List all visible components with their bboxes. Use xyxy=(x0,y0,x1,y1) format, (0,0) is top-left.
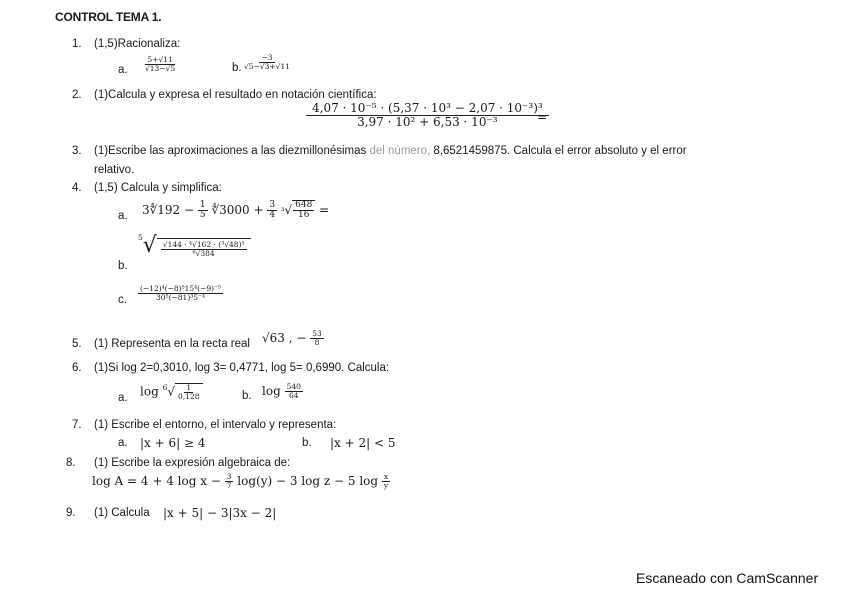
q8-frac1-den: 7 xyxy=(226,480,232,490)
q1-a-denominator: √13−√5 xyxy=(145,63,176,73)
q6-text: (1)Si log 2=0,3010, log 3= 0,4771, log 5= 0,6990. Calcula: xyxy=(94,362,390,374)
q1-text: (1,5)Racionaliza: xyxy=(94,38,181,50)
q4-a-frac2-num: 3 xyxy=(269,199,276,210)
q7-a-label: a. xyxy=(118,437,128,449)
q6-a-expression: log $^6$√ $\frac{1}{0,128}$ xyxy=(140,383,203,401)
q7-b-expression: |x + 2| < 5 xyxy=(330,436,396,450)
q4-a-frac1-num: 1 xyxy=(199,199,206,210)
q5-text: (1) Representa en la recta real xyxy=(94,338,250,350)
q3-value: 8,6521459875. xyxy=(433,145,511,157)
q1-number: 1. xyxy=(72,38,82,50)
q5-expr: √63 , − xyxy=(262,330,307,345)
q4-a-expression: 3∜192 − $\frac{1}{5}$ ∜3000 + $\frac{3}{4}$ ³√ $\frac{648}{16}$ = xyxy=(142,199,330,221)
q5-frac-den: 8 xyxy=(314,337,320,347)
q8-frac1-num: 3 xyxy=(226,472,232,481)
q6-a-label: a. xyxy=(118,392,128,404)
q8-frac2-den: y xyxy=(383,480,389,490)
q9-expression: |x + 5| − 3|3x − 2| xyxy=(163,506,277,520)
q6-b-frac-den: 64 xyxy=(288,390,299,400)
q8-expr-b: log(y) − 3 log z − 5 log xyxy=(237,473,379,488)
q8-expr-a: log A = 4 + 4 log x − xyxy=(92,473,225,488)
q1-b-fraction xyxy=(242,54,292,71)
q4-number: 4. xyxy=(72,182,82,194)
q4-a-frac2-den: 4 xyxy=(269,209,276,220)
q4-b-label: b. xyxy=(118,260,128,272)
q6-a-frac-num: 1 xyxy=(186,383,192,392)
q1-b-label: b. xyxy=(232,62,242,74)
q1-a-label: a. xyxy=(118,64,128,76)
q4-c-denominator: 30⁵(−81)³5⁻⁴ xyxy=(156,292,205,302)
q8-expression xyxy=(92,473,390,490)
q4-a-label: a. xyxy=(118,210,128,222)
q4-b-root-index: 5 xyxy=(138,233,143,242)
q4-a-root-index: ³ xyxy=(280,206,285,217)
q7-a-expression: |x + 6| ≥ 4 xyxy=(140,436,206,450)
q1-a-numerator: 5+√11 xyxy=(147,55,173,64)
q2-numerator: 4,07 · 10⁻⁵ · (5,37 · 10³ − 2,07 · 10⁻³)³ xyxy=(306,102,549,116)
q3-number: 3. xyxy=(72,145,82,157)
q2-fraction xyxy=(306,102,549,128)
q6-b-log: log xyxy=(262,383,281,398)
q6-b-frac-num: 540 xyxy=(286,382,301,391)
q4-c-fraction xyxy=(138,285,223,302)
q5-number: 5. xyxy=(72,338,82,350)
page-title: CONTROL TEMA 1. xyxy=(55,10,162,24)
q2-denominator: 3,97 · 10² + 6,53 · 10⁻³ xyxy=(357,114,498,129)
q2-text: (1)Calcula y expresa el resultado en notación científica: xyxy=(94,89,377,101)
q2-number: 2. xyxy=(72,89,82,101)
q6-a-root-index: 6 xyxy=(162,383,168,392)
q4-a-frac3-den: 16 xyxy=(298,210,310,221)
q3-text-d: relativo. xyxy=(94,164,135,176)
q8-text: (1) Escribe la expresión algebraica de: xyxy=(94,457,291,469)
q4-a-frac1-den: 5 xyxy=(199,209,206,220)
q7-b-label: b. xyxy=(302,437,312,449)
camscanner-watermark: Escaneado con CamScanner xyxy=(636,570,819,586)
q2-equals: = xyxy=(537,110,548,124)
q1-b-denominator: √5−√3+√11 xyxy=(244,61,290,71)
q4-c-label: c. xyxy=(118,294,127,306)
q3-text-c: Calcula el error absoluto y el error xyxy=(513,145,687,157)
q3-text-a: (1)Escribe las aproximaciones a las diezmillonésimas xyxy=(94,145,367,157)
q9-text: (1) Calcula xyxy=(94,507,150,519)
q4-b-numerator: √144 · ⁴√162 · (³√48)⁵ xyxy=(162,239,245,249)
q4-text: (1,5) Calcula y simplifica: xyxy=(94,182,222,194)
q4-c-numerator: (−12)⁴(−8)⁵15⁴(−9)⁻⁵ xyxy=(140,284,222,293)
q8-frac2-num: x xyxy=(383,472,389,481)
q4-a-equals: = xyxy=(319,202,330,217)
q7-number: 7. xyxy=(72,419,82,431)
q8-number: 8. xyxy=(66,457,76,469)
q5-frac-num: 53 xyxy=(312,329,322,338)
q6-b-label: b. xyxy=(242,390,252,402)
q9-number: 9. xyxy=(66,507,76,519)
q6-number: 6. xyxy=(72,362,82,374)
q1-a-fraction xyxy=(143,56,177,73)
q6-b-expression xyxy=(262,383,303,400)
q4-b-expression: $^5$√ $\frac{\text{√144 · ⁴√162 · (³√48)⁵}}{\text{⁶√384}}$ xyxy=(138,233,251,259)
q3-text-faded: del número, xyxy=(369,145,431,157)
q4-a-term-1: 3∜192 − xyxy=(142,202,198,217)
q6-a-log: log xyxy=(140,384,159,399)
q3-line-1 xyxy=(94,145,687,157)
q5-expression xyxy=(262,330,324,347)
q7-text: (1) Escribe el entorno, el intervalo y representa: xyxy=(94,419,337,431)
q6-a-frac-den: 0,128 xyxy=(178,391,200,401)
q4-a-term-2: ∜3000 + xyxy=(211,202,268,217)
q4-b-denominator: ⁶√384 xyxy=(192,248,215,258)
q4-a-frac3-num: 648 xyxy=(295,200,313,210)
q1-b-numerator: −3 xyxy=(261,53,273,62)
